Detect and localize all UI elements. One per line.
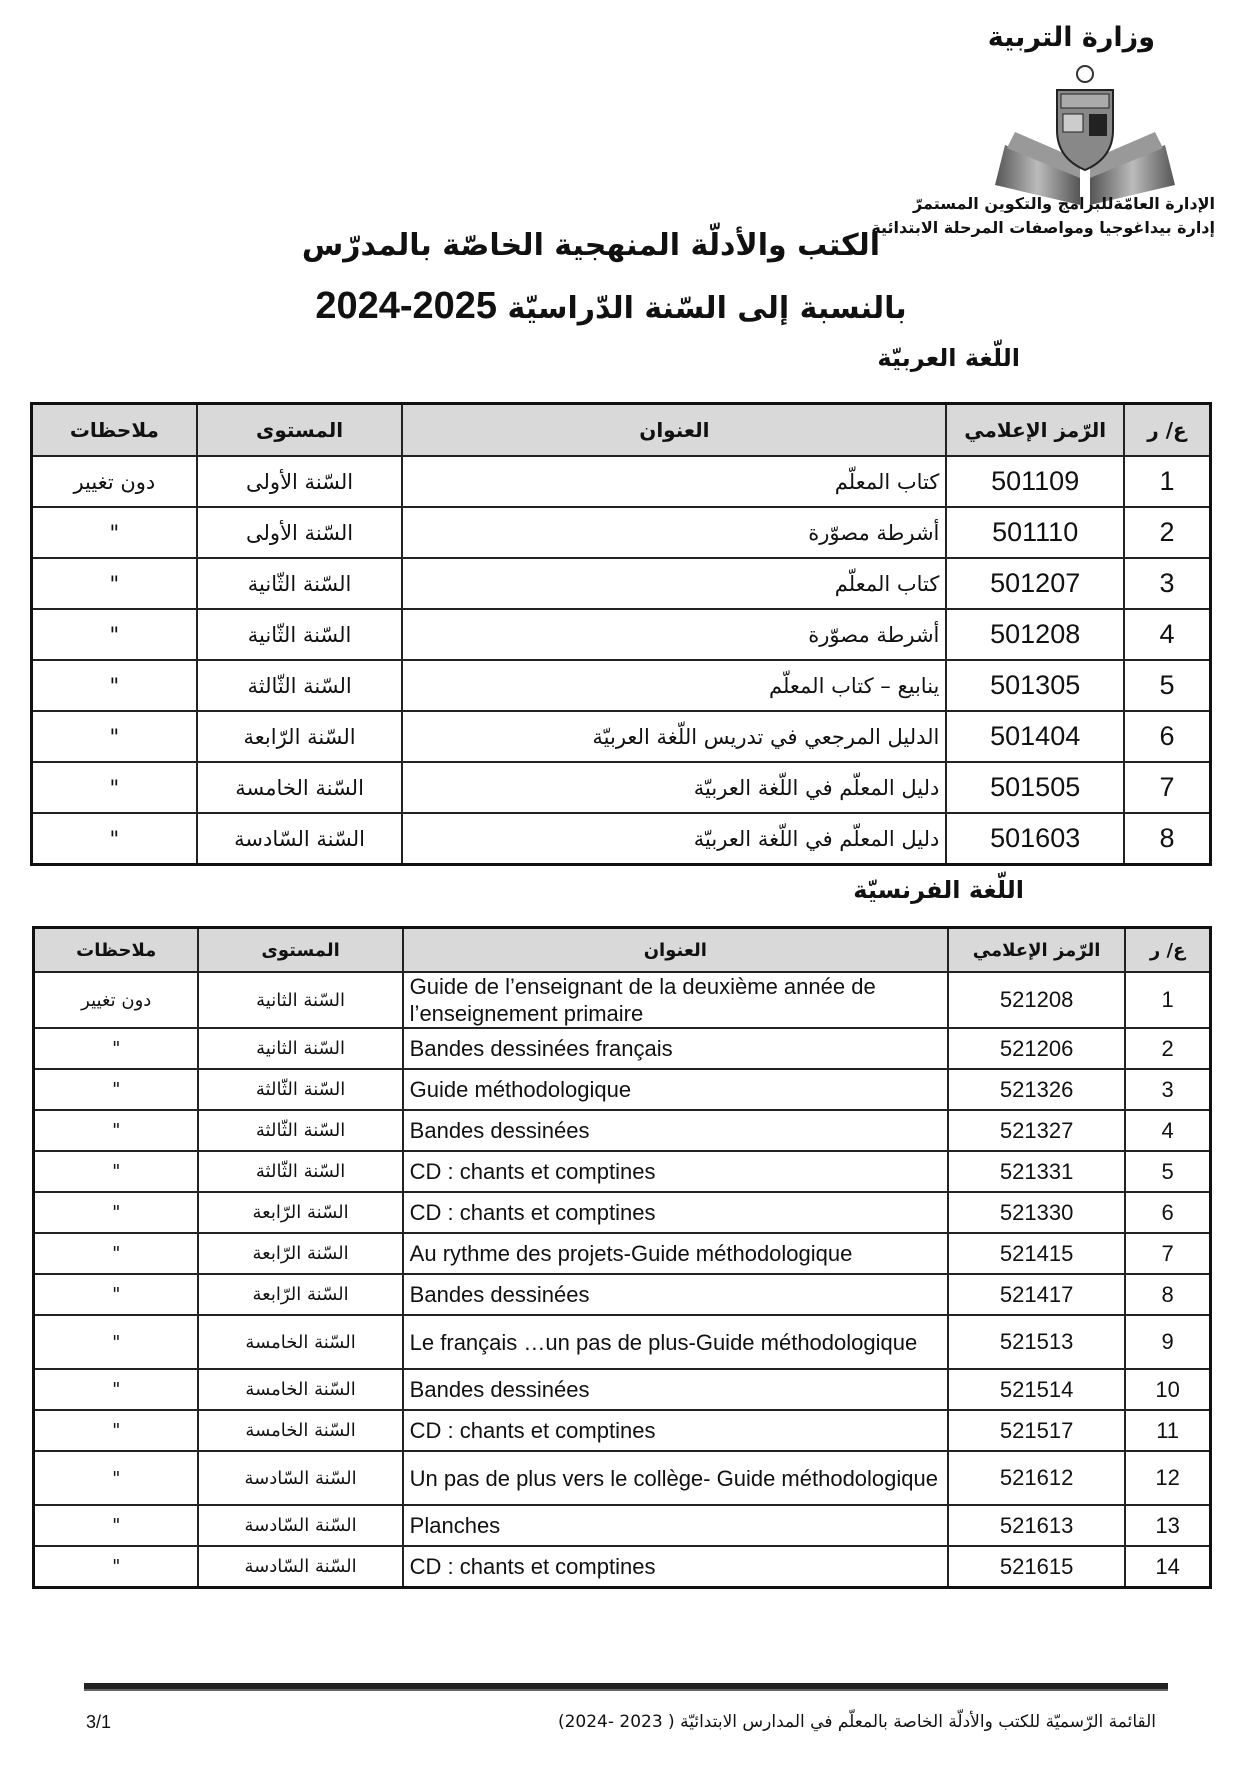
subtitle-prefix: بالنسبة إلى السّنة الدّراسيّة	[507, 291, 907, 326]
table-row	[32, 711, 1211, 762]
row-title: ينابيع – كتاب المعلّم	[402, 660, 946, 711]
row-notes: "	[32, 660, 197, 711]
col-header-num: ع/ ر	[1125, 928, 1210, 973]
row-level: السّنة الثّالثة	[198, 1069, 402, 1110]
row-num: 2	[1125, 1028, 1210, 1069]
page-number: 3/1	[86, 1712, 112, 1732]
table-row	[32, 762, 1211, 813]
row-level: السّنة الخامسة	[198, 1410, 402, 1451]
row-num: 6	[1125, 1192, 1210, 1233]
row-level: السّنة السّادسة	[198, 1505, 402, 1546]
row-level: السّنة الثّالثة	[198, 1110, 402, 1151]
row-title: Bandes dessinées français	[403, 1028, 948, 1069]
row-notes: "	[32, 762, 197, 813]
table-row	[34, 1028, 1211, 1069]
row-num: 1	[1125, 972, 1210, 1028]
col-header-notes: ملاحظات	[32, 404, 197, 457]
row-level: السّنة الثانية	[198, 1028, 402, 1069]
row-code: 521417	[948, 1274, 1125, 1315]
row-level: السّنة السّادسة	[198, 1451, 402, 1505]
row-code: 501603	[946, 813, 1124, 865]
row-title: دليل المعلّم في اللّغة العربيّة	[402, 762, 946, 813]
table-row	[34, 1369, 1211, 1410]
table-row	[34, 1546, 1211, 1588]
row-title: Le français …un pas de plus-Guide méthodologique	[403, 1315, 948, 1369]
row-notes: "	[32, 711, 197, 762]
table-row	[34, 1505, 1211, 1546]
row-num: 4	[1125, 1110, 1210, 1151]
row-title: CD : chants et comptines	[403, 1546, 948, 1588]
row-title: Bandes dessinées	[403, 1274, 948, 1315]
document-subtitle	[0, 285, 1242, 328]
row-num: 4	[1124, 609, 1211, 660]
table-row	[34, 1110, 1211, 1151]
table-row	[34, 1274, 1211, 1315]
row-notes: "	[34, 1069, 199, 1110]
row-code: 521331	[948, 1151, 1125, 1192]
row-notes: "	[34, 1110, 199, 1151]
row-title: الدليل المرجعي في تدريس اللّغة العربيّة	[402, 711, 946, 762]
row-level: السّنة السّادسة	[198, 1546, 402, 1588]
french-books-table	[32, 926, 1212, 1589]
row-title: أشرطة مصوّرة	[402, 609, 946, 660]
row-code: 501505	[946, 762, 1124, 813]
row-code: 521514	[948, 1369, 1125, 1410]
col-header-code: الرّمز الإعلامي	[946, 404, 1124, 457]
row-code: 521613	[948, 1505, 1125, 1546]
row-notes: "	[34, 1151, 199, 1192]
footer-text: القائمة الرّسميّة للكتب والأدلّة الخاصة بالمعلّم في المدارس الابتدائيّة ( 2023 -2024)	[557, 1712, 1156, 1732]
row-num: 2	[1124, 507, 1211, 558]
col-header-code: الرّمز الإعلامي	[948, 928, 1125, 973]
row-code: 521206	[948, 1028, 1125, 1069]
row-title: Au rythme des projets-Guide méthodologique	[403, 1233, 948, 1274]
row-num: 9	[1125, 1315, 1210, 1369]
section-heading-french: اللّغة الفرنسيّة	[853, 876, 1024, 904]
row-notes: "	[32, 813, 197, 865]
row-title: Bandes dessinées	[403, 1110, 948, 1151]
row-num: 13	[1125, 1505, 1210, 1546]
row-title: أشرطة مصوّرة	[402, 507, 946, 558]
row-notes: "	[34, 1028, 199, 1069]
row-title: CD : chants et comptines	[403, 1410, 948, 1451]
row-num: 8	[1124, 813, 1211, 865]
row-title: CD : chants et comptines	[403, 1151, 948, 1192]
row-title: كتاب المعلّم	[402, 456, 946, 507]
row-level: السّنة الخامسة	[198, 1315, 402, 1369]
row-code: 521208	[948, 972, 1125, 1028]
col-header-level: المستوى	[198, 928, 402, 973]
row-level: السّنة الأولى	[197, 507, 403, 558]
table-row	[32, 660, 1211, 711]
ministry-name: وزارة التربية	[987, 22, 1155, 53]
ministry-logo-block	[871, 18, 1215, 248]
row-num: 3	[1125, 1069, 1210, 1110]
row-num: 3	[1124, 558, 1211, 609]
row-level: السّنة الأولى	[197, 456, 403, 507]
row-notes: "	[34, 1369, 199, 1410]
row-level: السّنة الرّابعة	[198, 1274, 402, 1315]
row-num: 5	[1125, 1151, 1210, 1192]
row-notes: "	[34, 1315, 199, 1369]
table-row	[34, 1233, 1211, 1274]
row-notes: "	[34, 1233, 199, 1274]
col-header-title: العنوان	[402, 404, 946, 457]
arabic-books-table	[30, 402, 1212, 866]
row-num: 12	[1125, 1451, 1210, 1505]
table-row	[34, 1410, 1211, 1451]
row-notes: "	[34, 1192, 199, 1233]
row-notes: "	[32, 609, 197, 660]
department-line-1: الإدارة العامّةللبرامج والتكوين المستمرّ	[913, 194, 1215, 213]
table-row	[32, 558, 1211, 609]
row-notes: "	[34, 1451, 199, 1505]
row-code: 501404	[946, 711, 1124, 762]
table-row	[34, 1151, 1211, 1192]
row-num: 1	[1124, 456, 1211, 507]
table-row	[32, 456, 1211, 507]
table-header-row	[34, 928, 1211, 973]
row-title: كتاب المعلّم	[402, 558, 946, 609]
col-header-notes: ملاحظات	[34, 928, 199, 973]
row-notes: "	[32, 507, 197, 558]
row-num: 5	[1124, 660, 1211, 711]
row-notes: "	[34, 1505, 199, 1546]
coat-of-arms-book-icon	[985, 60, 1185, 210]
col-header-title: العنوان	[403, 928, 948, 973]
department-line-2: إدارة بيداغوجيا ومواصفات المرحلة الابتدائية	[871, 218, 1215, 237]
row-level: السّنة الرّابعة	[198, 1192, 402, 1233]
row-code: 521330	[948, 1192, 1125, 1233]
row-notes: "	[34, 1274, 199, 1315]
row-code: 501109	[946, 456, 1124, 507]
row-notes: دون تغيير	[32, 456, 197, 507]
row-num: 7	[1125, 1233, 1210, 1274]
row-title: Planches	[403, 1505, 948, 1546]
row-code: 501208	[946, 609, 1124, 660]
row-title: Bandes dessinées	[403, 1369, 948, 1410]
row-level: السّنة الرّابعة	[198, 1233, 402, 1274]
row-code: 501110	[946, 507, 1124, 558]
row-code: 521615	[948, 1546, 1125, 1588]
row-level: السّنة الخامسة	[198, 1369, 402, 1410]
table-row	[34, 972, 1211, 1028]
row-level: السّنة الخامسة	[197, 762, 403, 813]
row-title: Guide méthodologique	[403, 1069, 948, 1110]
table-row	[34, 1192, 1211, 1233]
row-notes: "	[34, 1410, 199, 1451]
row-notes: دون تغيير	[34, 972, 199, 1028]
row-title: Guide de l’enseignant de la deuxième année de l’enseignement primaire	[403, 972, 948, 1028]
row-level: السّنة الثّانية	[197, 558, 403, 609]
row-title: Un pas de plus vers le collège- Guide méthodologique	[403, 1451, 948, 1505]
row-code: 521612	[948, 1451, 1125, 1505]
row-level: السّنة السّادسة	[197, 813, 403, 865]
row-notes: "	[34, 1546, 199, 1588]
row-code: 521415	[948, 1233, 1125, 1274]
row-title: CD : chants et comptines	[403, 1192, 948, 1233]
school-year: 2024-2025	[315, 285, 498, 327]
row-num: 11	[1125, 1410, 1210, 1451]
row-level: السّنة الرّابعة	[197, 711, 403, 762]
row-title: دليل المعلّم في اللّغة العربيّة	[402, 813, 946, 865]
row-level: السّنة الثّالثة	[198, 1151, 402, 1192]
row-num: 8	[1125, 1274, 1210, 1315]
section-heading-arabic: اللّغة العربيّة	[877, 344, 1020, 372]
table-row	[32, 507, 1211, 558]
table-row	[32, 813, 1211, 865]
table-row	[34, 1451, 1211, 1505]
row-level: السّنة الثّانية	[197, 609, 403, 660]
row-code: 501305	[946, 660, 1124, 711]
table-row	[34, 1069, 1211, 1110]
row-num: 6	[1124, 711, 1211, 762]
row-code: 521517	[948, 1410, 1125, 1451]
table-header-row	[32, 404, 1211, 457]
row-notes: "	[32, 558, 197, 609]
row-num: 14	[1125, 1546, 1210, 1588]
row-num: 7	[1124, 762, 1211, 813]
row-code: 501207	[946, 558, 1124, 609]
row-level: السّنة الثّالثة	[197, 660, 403, 711]
document-title: الكتب والأدلّة المنهجية الخاصّة بالمدرّس	[301, 228, 881, 263]
table-row	[32, 609, 1211, 660]
row-code: 521326	[948, 1069, 1125, 1110]
row-level: السّنة الثانية	[198, 972, 402, 1028]
row-code: 521513	[948, 1315, 1125, 1369]
table-row	[34, 1315, 1211, 1369]
col-header-level: المستوى	[197, 404, 403, 457]
footer-divider	[84, 1683, 1168, 1691]
col-header-num: ع/ ر	[1124, 404, 1211, 457]
row-num: 10	[1125, 1369, 1210, 1410]
row-code: 521327	[948, 1110, 1125, 1151]
